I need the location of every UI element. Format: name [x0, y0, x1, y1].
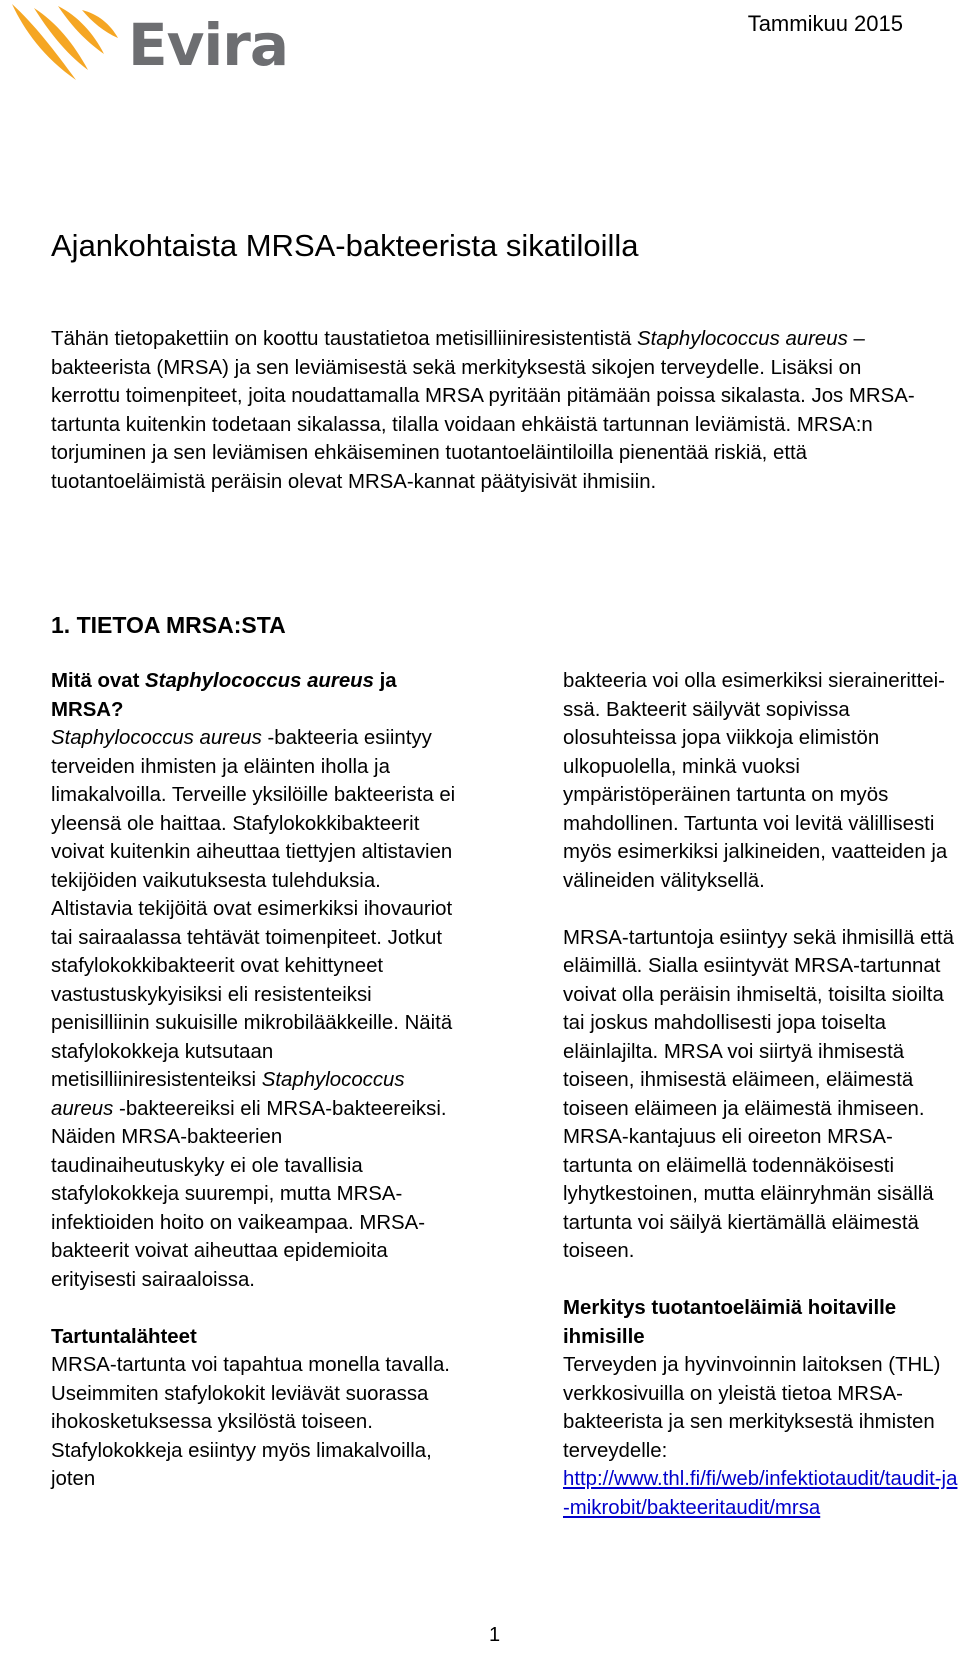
subheading-what-are [51, 667, 461, 724]
page-number: 1 [489, 1624, 501, 1646]
subheading-what-are-species: Staphylococcus aureus [145, 670, 374, 692]
thl-link-wrapper [563, 1465, 958, 1522]
intro-paragraph [51, 325, 931, 496]
paragraph-what-are [51, 724, 461, 1294]
paragraph-sources: MRSA-tartunta voi tapahtua monella tavalla. Useimmiten stafylokokit leviävät suorassa ihokosketuksessa yksilöstä toiseen. Stafylokokkeja esiintyy myös limakalvoilla, joten [51, 1354, 450, 1490]
paragraph-what-are-text-1: -bakteeria esiintyy terveiden ihmisten ja eläinten iholla ja limakalvoilla. Terveille yksilöille bakteerista ei yleensä ole haittaa. Stafylokokkibakteerit voivat kuitenkin aiheuttaa tiettyjen altistavien tekijöiden vaikutuksesta tulehduksia. Altistavia tekijöitä ovat esimerkiksi ihovauriot tai sairaalassa tehtävät toimenpiteet. Jotkut stafylokokkibakteerit ovat kehittyneet vastustuskykyisiksi eli resistenteiksi penisilliinin sukuisille mikrobilääkkeille. Näitä stafylokokkeja kutsutaan metisilliiniresistenteiksi [51, 727, 456, 1091]
subheading-what-are-text-2: ja MRSA? [51, 670, 397, 721]
paragraph-transmission: bakteeria voi olla esimerkiksi sieraineritteissä. Bakteerit säilyvät sopivissa olosuhteissa jopa viikkoja elimistön ulkopuolella, minkä vuoksi ympäristöperäinen tartunta on myös mahdollinen. Tartunta voi levitä välillisesti myös esimerkiksi jalkineiden, vaatteiden ja välineiden välityksellä. [563, 670, 948, 892]
document-date: Tammikuu 2015 [747, 11, 903, 36]
subheading-significance: Merkitys tuotantoeläimiä hoitaville ihmisille [563, 1297, 897, 1348]
intro-species-name: Staphylococcus aureus [636, 328, 848, 350]
subheading-sources: Tartuntalähteet [51, 1325, 197, 1348]
species-name: Staphylococcus aureus [51, 1069, 405, 1120]
paragraph-occurrence: MRSA-tartuntoja esiintyy sekä ihmisillä että eläimillä. Sialla esiintyvät MRSA-tartunnat voivat olla peräisin ihmiseltä, toisilta sioilta tai joskus mahdollisesti jopa toiselta eläinlajilta. MRSA voi siirtyä ihmisestä toiseen, ihmisestä eläimeen, eläimestä toiseen eläimeen ja eläimestä ihmiseen. MRSA-kantajuus eli oireeton MRSA-tartunta on eläimellä todennäköisesti lyhytkestoinen, mutta eläinryhmän sisällä tartunta voi säilyä kiertämällä eläimestä toiseen. [563, 926, 954, 1262]
paragraph-what-are-text-2: -bakteereiksi eli MRSA-bakteereiksi. Näiden MRSA-bakteerien taudinaiheutuskyky ei ole tavallisia stafylokokkeja suurempi, mutta MRSA-infektioiden hoito on vaikeampaa. MRSA-bakteerit voivat aiheuttaa epidemioita erityisesti sairaaloissa. [51, 1097, 447, 1291]
page-title: Ajankohtaista MRSA-bakteerista sikatiloilla [51, 228, 639, 263]
evira-logo-text: Evira [128, 11, 289, 79]
evira-logo-mark-icon [4, 0, 122, 84]
thl-mrsa-link[interactable]: http://www.thl.fi/fi/web/infektiotaudit/taudit-ja-mikrobit/bakteeritaudit/mrsa [563, 1468, 958, 1519]
section-heading: 1. TIETOA MRSA:STA [51, 612, 286, 638]
intro-text-2: –bakteerista (MRSA) ja sen leviämisestä sekä merkityksestä sikojen terveydelle. Lisäksi on kerrottu toimenpiteet, joita noudattamalla MRSA pyritään pitämään poissa sikalasta. Jos MRSA-tartunta kuitenkin todetaan sikalassa, tilalla voidaan ehkäistä tartunnan leviämistä. MRSA:n torjuminen ja sen leviämisen ehkäiseminen tuotantoeläintiloilla pienentää riskiä, että tuotantoeläimistä peräisin olevat MRSA-kannat päätyisivät ihmisiin. [51, 328, 915, 493]
paragraph-significance: Terveyden ja hyvinvoinnin laitoksen (THL) verkkosivuilla on yleistä tietoa MRSA-bakteerista ja sen merkityksestä ihmisten terveydelle: [563, 1354, 941, 1462]
subheading-what-are-text-1: Mitä ovat [51, 670, 146, 692]
left-column [51, 667, 461, 1494]
evira-logo [4, 0, 289, 86]
species-name: Staphylococcus aureus [51, 727, 262, 749]
intro-text-1: Tähän tietopakettiin on koottu taustatietoa metisilliiniresistentistä [51, 328, 637, 350]
right-column [563, 667, 958, 1522]
